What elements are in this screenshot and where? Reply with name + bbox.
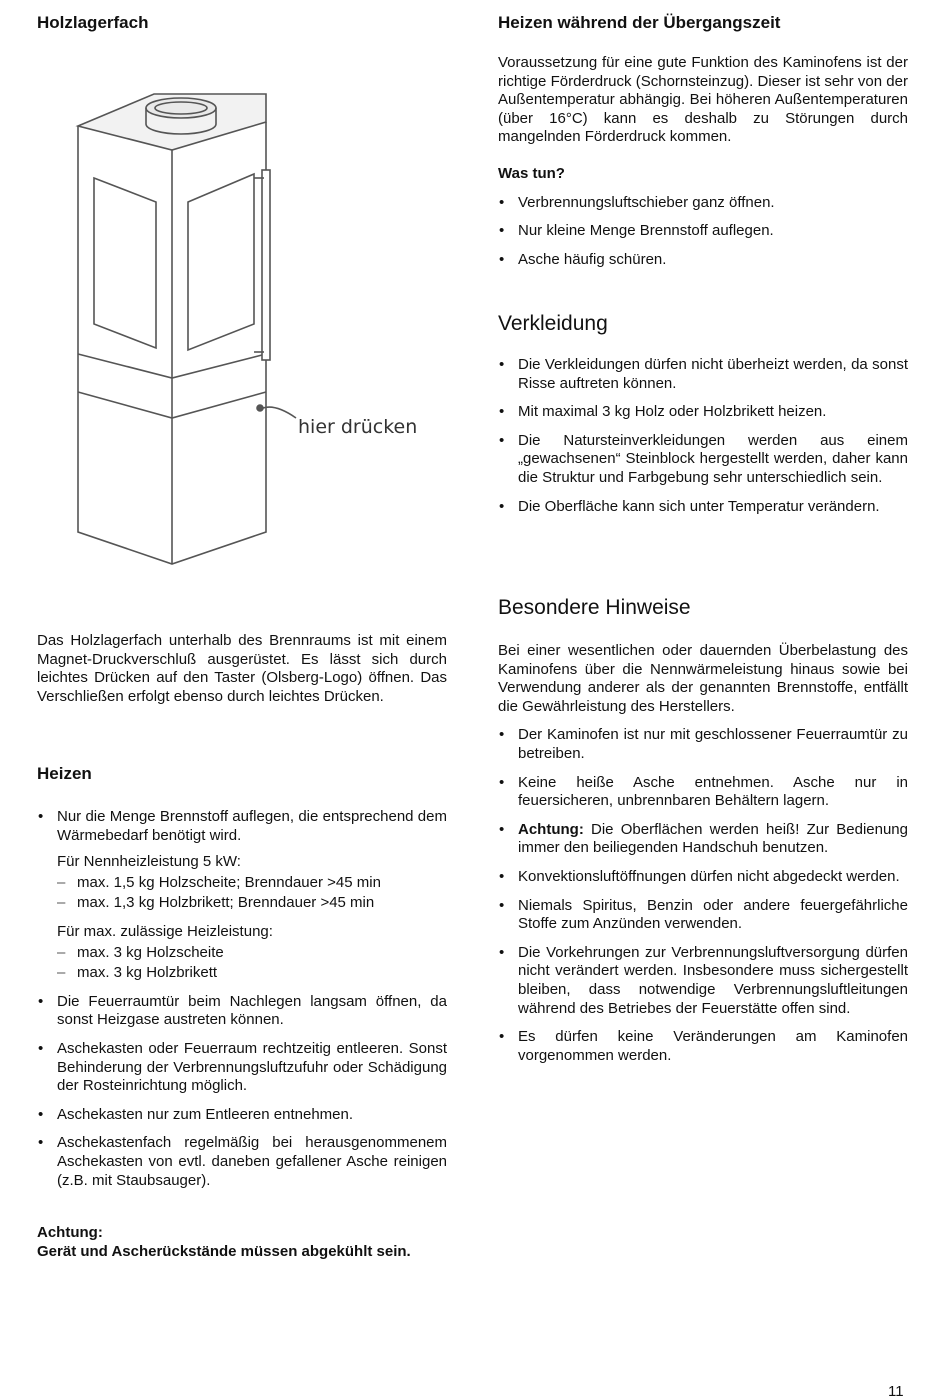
heizen-list: [37, 808, 447, 1190]
storage-text: Das Holzlagerfach unterhalb des Brennraums ist mit einem Magnet-Druckverschluß ausgerüstet. Es lässt sich durch leichtes Drücken auf den Taster (Olsberg-Logo) öffnen. Das Verschließen erfolgt ebenso durch leichtes Drücken.: [37, 632, 447, 705]
list-item: [498, 821, 908, 858]
storage-section: [37, 632, 447, 706]
list-item: • Die Oberfläche kann sich unter Temperatur verändern.: [498, 498, 908, 517]
right-column: [498, 13, 908, 279]
page-number: 11: [888, 1383, 904, 1400]
warning-text: Gerät und Ascherückstände müssen abgekühlt sein.: [37, 1242, 411, 1260]
list-item: • Asche häufig schüren.: [498, 251, 908, 270]
warning-title: Achtung:: [37, 1224, 103, 1241]
list-item: • Nur die Menge Brennstoff auflegen, die entsprechend dem Wärmebedarf benötigt wird. Für Nennheizleistung 5 kW: – max. 1,5 kg Holzscheite; Brenndauer >45 min – max. 1,3 kg Holzbrikett; Brenndauer >45 min Für max. zulässige Heizleistung: – max. 3 kg Holzscheite – max. 3 kg Holzbrikett: [37, 808, 447, 983]
achtung-label: Achtung:: [518, 820, 584, 838]
list-item: • Der Kaminofen ist nur mit geschlossener Feuerraumtür zu betreiben.: [498, 726, 908, 763]
list-item: • Die Vorkehrungen zur Verbrennungsluftversorgung dürfen nicht verändert werden. Insbesondere muss sichergestellt bleiben, dass notwendige Verbrennungsluftleitungen während des Betriebes der Feuerstätte offen sind.: [498, 944, 908, 1018]
was-tun-list: [498, 194, 908, 270]
stove-illustration: [66, 88, 426, 568]
warning-block: [37, 1224, 467, 1261]
list-item: • Konvektionsluftöffnungen dürfen nicht abgedeckt werden.: [498, 868, 908, 887]
max-list: [57, 944, 447, 983]
list-item: • Nur kleine Menge Brennstoff auflegen.: [498, 222, 908, 241]
list-item: • Aschekasten nur zum Entleeren entnehmen.: [37, 1106, 447, 1125]
list-item: – max. 3 kg Holzbrikett: [57, 964, 447, 983]
list-item: • Aschekasten oder Feuerraum rechtzeitig entleeren. Sonst Behinderung der Verbrennungsluftzufuhr oder Schädigung der Rosteinrichtung möglich.: [37, 1040, 447, 1096]
hinweise-section: [498, 596, 908, 1075]
list-item: • Niemals Spiritus, Benzin oder andere feuergefährliche Stoffe zum Anzünden verwenden.: [498, 897, 908, 934]
list-item: – max. 3 kg Holzscheite: [57, 944, 447, 963]
list-item: • Die Verkleidungen dürfen nicht überheizt werden, da sonst Risse auftreten können.: [498, 356, 908, 393]
heizen-section: [37, 764, 447, 1200]
list-item: – max. 1,3 kg Holzbrikett; Brenndauer >45 min: [57, 894, 447, 913]
list-item: • Keine heiße Asche entnehmen. Asche nur in feuersicheren, unbrennbaren Behältern lagern.: [498, 774, 908, 811]
max-block: [57, 923, 447, 983]
heizen-heading: Heizen: [37, 764, 92, 783]
nenn-block: [57, 853, 447, 913]
list-item: • Mit maximal 3 kg Holz oder Holzbrikett heizen.: [498, 403, 908, 422]
figure-label: hier drücken: [298, 416, 418, 438]
list-item: • Aschekastenfach regelmäßig bei herausgenommenem Aschekasten von evtl. daneben gefallener Asche reinigen (z.B. mit Staubsauger).: [37, 1134, 447, 1190]
left-column: [37, 13, 447, 33]
list-item: • Die Feuerraumtür beim Nachlegen langsam öffnen, da sonst Heizgase austreten können.: [37, 993, 447, 1030]
list-item: • Verbrennungsluftschieber ganz öffnen.: [498, 194, 908, 213]
verkleidung-heading: Verkleidung: [498, 312, 608, 335]
list-item: • Die Natursteinverkleidungen werden aus einem „gewachsenen“ Steinblock hergestellt werden, daher kann die Struktur und Farbgebung sehr unterschiedlich sein.: [498, 432, 908, 488]
verkleidung-section: [498, 312, 908, 526]
nenn-label: Für Nennheizleistung 5 kW:: [57, 853, 241, 871]
list-item: • Es dürfen keine Veränderungen am Kaminofen vorgenommen werden.: [498, 1028, 908, 1065]
uebergangszeit-intro: Voraussetzung für eine gute Funktion des Kaminofens ist der richtige Förderdruck (Schornsteinzug). Dieser ist sehr von der Außentemperatur abhängig. Bei höheren Außentemperaturen (über 16°C) kann es deshalb zu Störungen durch mangelnden Förderdruck kommen.: [498, 54, 908, 146]
list-item: – max. 1,5 kg Holzscheite; Brenndauer >45 min: [57, 874, 447, 893]
uebergangszeit-heading: Heizen während der Übergangszeit: [498, 13, 781, 32]
hinweise-intro: Bei einer wesentlichen oder dauernden Überbelastung des Kaminofens über die Nennwärmeleistung hinaus sowie bei Verwendung anderer als der genannten Brennstoffe, entfällt die Gewährleistung des Herstellers.: [498, 642, 908, 715]
hinweise-list: [498, 726, 908, 1065]
verkleidung-list: [498, 356, 908, 516]
nenn-list: [57, 874, 447, 913]
holzlagerfach-heading: Holzlagerfach: [37, 13, 149, 32]
max-label: Für max. zulässige Heizleistung:: [57, 922, 273, 940]
was-tun-label: Was tun?: [498, 164, 565, 182]
hinweise-heading: Besondere Hinweise: [498, 596, 691, 619]
achtung-text: Die Oberflächen werden heiß! Zur Bedienung immer den beiliegenden Handschuh benutzen.: [518, 820, 908, 857]
